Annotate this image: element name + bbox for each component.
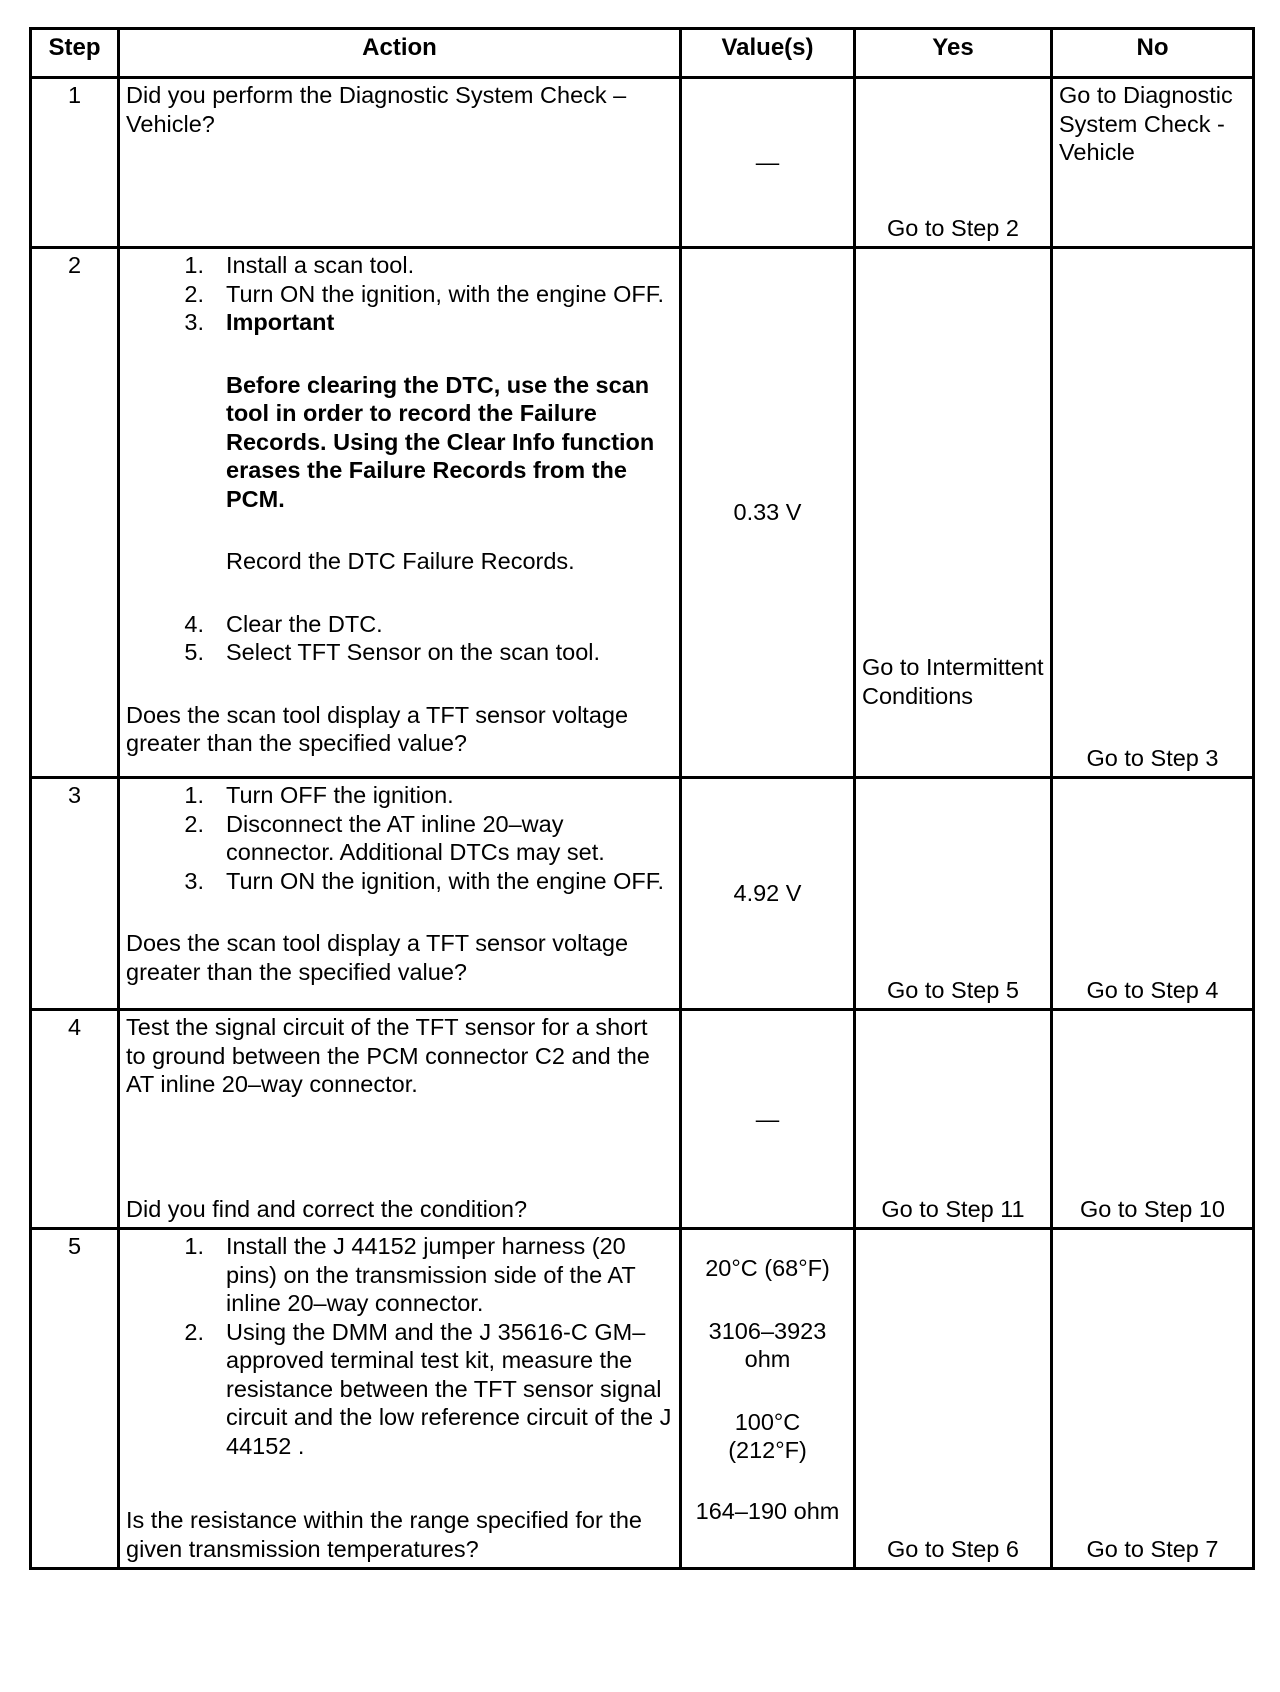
value-cell	[681, 1010, 855, 1229]
header-row	[31, 29, 1254, 78]
yes-link[interactable]: Go to Step 5	[887, 976, 1019, 1003]
value-text: —	[755, 149, 780, 176]
yes-link[interactable]: Go to Intermittent Conditions	[862, 654, 1044, 709]
yes-cell	[855, 78, 1052, 248]
question-text: Does the scan tool display a TFT sensor voltage greater than the specified value?	[126, 701, 629, 756]
value-text: 20°C (68°F)	[705, 1255, 830, 1281]
yes-link[interactable]: Go to Step 2	[887, 214, 1019, 241]
table-row	[31, 1010, 1254, 1229]
action-steps	[126, 251, 673, 337]
list-item: 2. Turn ON the ignition, with the engine OFF.	[184, 280, 665, 307]
list-item: 3. Important	[184, 309, 335, 335]
no-cell	[1052, 78, 1254, 248]
list-item: 4. Clear the DTC.	[184, 610, 383, 637]
value-text: —	[755, 1105, 780, 1132]
record-instruction: Record the DTC Failure Records.	[226, 548, 575, 574]
no-link[interactable]: Go to Step 7	[1086, 1535, 1219, 1562]
action-steps	[126, 1232, 673, 1460]
table-row	[31, 248, 1254, 778]
step-number: 4	[31, 1010, 119, 1229]
list-item: 3. Turn ON the ignition, with the engine OFF.	[184, 867, 665, 894]
no-cell	[1052, 248, 1254, 778]
no-cell	[1052, 1010, 1254, 1229]
action-cell	[119, 1010, 681, 1229]
no-link[interactable]: Go to Step 4	[1086, 976, 1219, 1003]
list-item: 1. Turn OFF the ignition.	[184, 782, 454, 808]
value-text: 4.92 V	[733, 880, 802, 907]
value-cell	[681, 778, 855, 1010]
header-values: Value(s)	[681, 29, 855, 78]
value-text: 100°C (212°F)	[728, 1408, 807, 1463]
list-item: 1. Install a scan tool.	[184, 252, 415, 278]
yes-cell	[855, 1229, 1052, 1569]
yes-cell	[855, 778, 1052, 1010]
question-text: Did you find and correct the condition?	[126, 1195, 528, 1222]
value-text: 3106–3923 ohm	[708, 1317, 827, 1372]
question-text: Is the resistance within the range specified for the given transmission temperatures?	[126, 1507, 642, 1562]
list-item: 2. Disconnect the AT inline 20–way connector. Additional DTCs may set.	[184, 810, 605, 865]
action-cell	[119, 78, 681, 248]
no-cell	[1052, 778, 1254, 1010]
step-number: 1	[31, 78, 119, 248]
action-steps	[126, 610, 673, 667]
step-number: 3	[31, 778, 119, 1010]
yes-cell	[855, 248, 1052, 778]
value-text: 164–190 ohm	[695, 1497, 840, 1524]
list-item: 1. Install the J 44152 jumper harness (20 pins) on the transmission side of the AT inline 20–way connector.	[184, 1233, 636, 1316]
header-no: No	[1052, 29, 1254, 78]
no-cell	[1052, 1229, 1254, 1569]
step-number: 5	[31, 1229, 119, 1569]
no-link[interactable]: Go to Step 10	[1079, 1195, 1226, 1222]
action-text: Test the signal circuit of the TFT sensor for a short to ground between the PCM connector C2 and the AT inline 20–way connector.	[126, 1014, 650, 1097]
value-cell	[681, 78, 855, 248]
diagnostic-table	[29, 27, 1255, 1570]
step-number: 2	[31, 248, 119, 778]
table-row	[31, 778, 1254, 1010]
list-item: 5. Select TFT Sensor on the scan tool.	[184, 639, 601, 665]
yes-link[interactable]: Go to Step 11	[881, 1195, 1025, 1222]
value-text: 0.33 V	[733, 499, 802, 526]
no-link[interactable]: Go to Step 3	[1086, 744, 1219, 771]
header-step: Step	[31, 29, 119, 78]
action-cell	[119, 778, 681, 1010]
value-cell	[681, 1229, 855, 1569]
list-item: 2. Using the DMM and the J 35616-C GM–approved terminal test kit, measure the resistance between the TFT sensor signal circuit and the low reference circuit of the J 44152 .	[184, 1318, 672, 1459]
question-text: Does the scan tool display a TFT sensor voltage greater than the specified value?	[126, 930, 629, 985]
no-link[interactable]: Go to Diagnostic System Check - Vehicle	[1059, 82, 1233, 165]
action-text: Did you perform the Diagnostic System Check – Vehicle?	[126, 82, 627, 137]
header-action: Action	[119, 29, 681, 78]
table-row	[31, 1229, 1254, 1569]
value-cell	[681, 248, 855, 778]
action-cell	[119, 248, 681, 778]
important-note: Before clearing the DTC, use the scan tool in order to record the Failure Records. Using the Clear Info function erases the Failure Records from the PCM.	[226, 371, 655, 512]
action-steps	[126, 781, 673, 895]
yes-cell	[855, 1010, 1052, 1229]
yes-link[interactable]: Go to Step 6	[887, 1535, 1019, 1562]
table-row	[31, 78, 1254, 248]
header-yes: Yes	[855, 29, 1052, 78]
action-cell	[119, 1229, 681, 1569]
